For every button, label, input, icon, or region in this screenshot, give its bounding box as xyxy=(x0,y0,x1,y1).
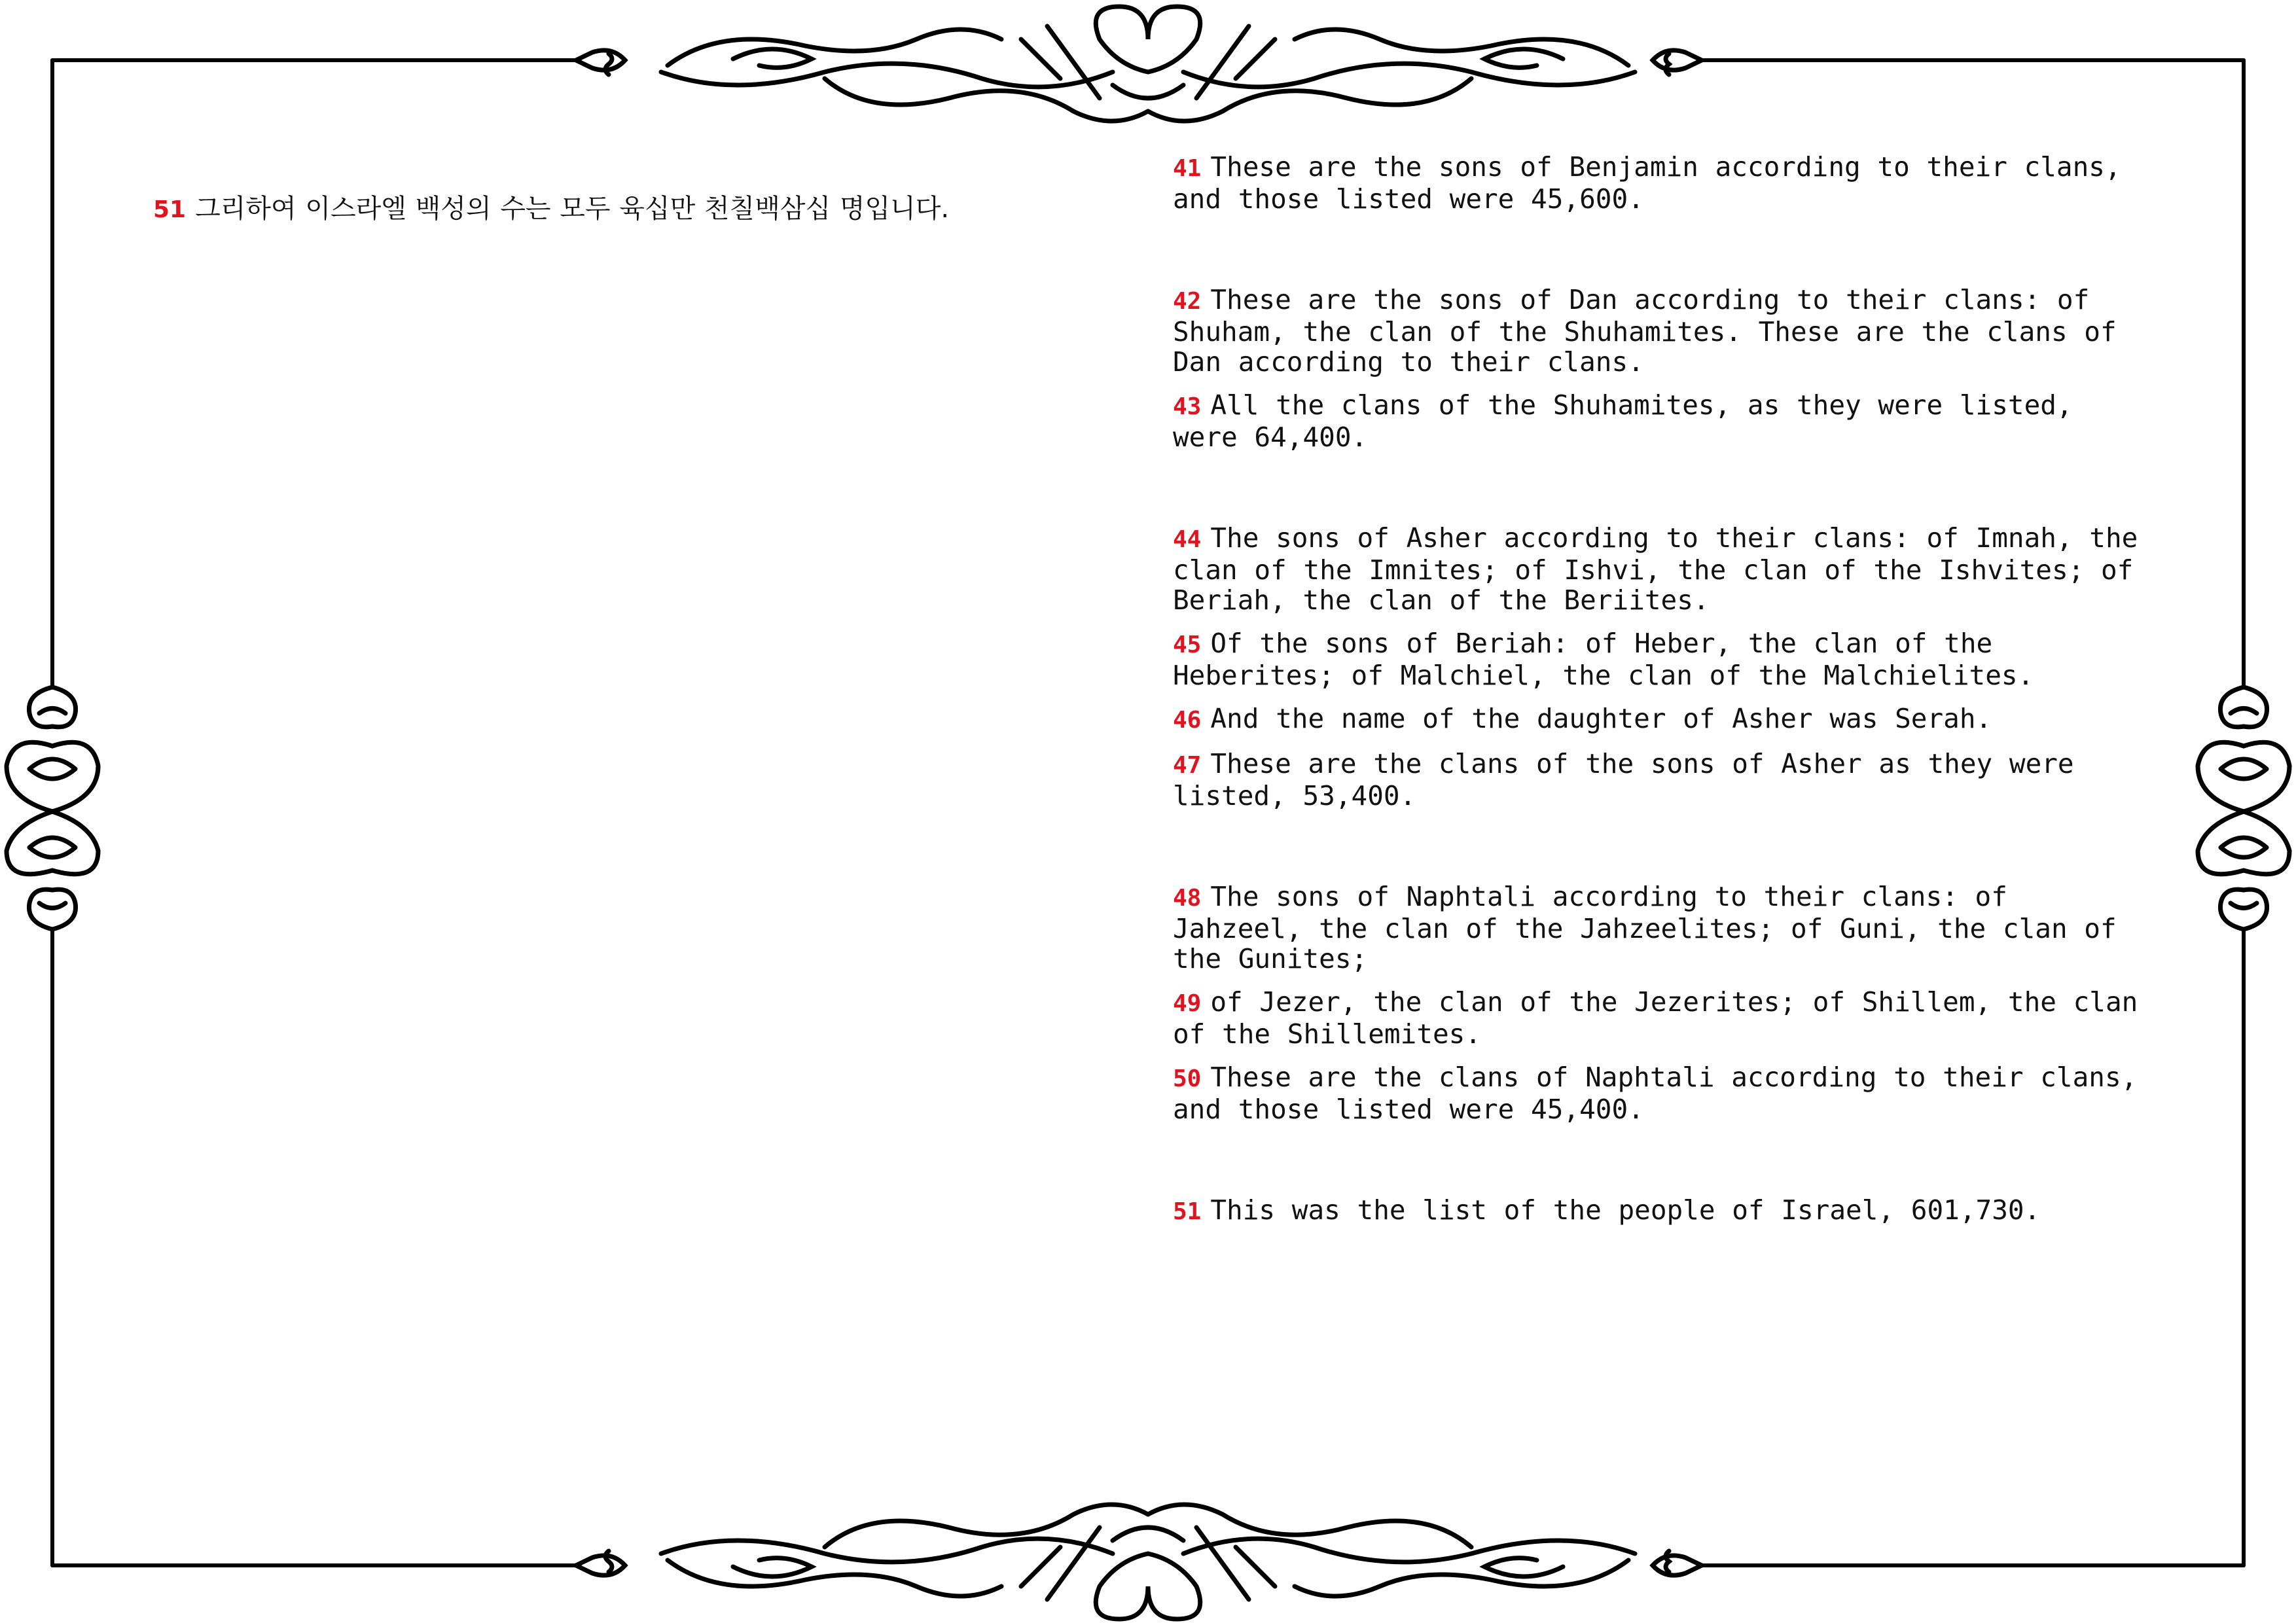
verse-46 xyxy=(1173,704,2148,736)
verse-text: These are the sons of Dan according to their clans: of Shuham, the clan of the Shuhamites. These are the clans of Dan according to their clans. xyxy=(1173,284,2117,378)
verse-number: 41 xyxy=(1173,155,1202,182)
verse-number: 48 xyxy=(1173,885,1202,912)
verse-42 xyxy=(1173,285,2148,377)
verse-number: 51 xyxy=(153,196,187,223)
verse-text: Of the sons of Beriah: of Heber, the clan of the Heberites; of Malchiel, the clan of the Malchielites. xyxy=(1173,628,2034,691)
verse-44 xyxy=(1173,523,2148,615)
paragraph-gap xyxy=(1173,824,2148,882)
verse-50 xyxy=(1173,1062,2148,1124)
verse-number: 43 xyxy=(1173,393,1202,420)
verse-43 xyxy=(1173,390,2148,452)
verse-text: These are the sons of Benjamin according to their clans, and those listed were 45,600. xyxy=(1173,151,2121,215)
verse-51-ko xyxy=(153,194,1083,225)
verse-49 xyxy=(1173,987,2148,1049)
paragraph-gap xyxy=(1173,1137,2148,1195)
verse-text: of Jezer, the clan of the Jezerites; of Shillem, the clan of the Shillemites. xyxy=(1173,986,2138,1050)
verse-number: 45 xyxy=(1173,632,1202,658)
verse-48 xyxy=(1173,882,2148,974)
verse-text: This was the list of the people of Israel, 601,730. xyxy=(1210,1194,2041,1226)
verse-text: These are the clans of Naphtali according to their clans, and those listed were 45,400. xyxy=(1173,1061,2138,1125)
verse-text: These are the clans of the sons of Asher as they were listed, 53,400. xyxy=(1173,748,2074,812)
verse-47 xyxy=(1173,749,2148,811)
verse-number: 46 xyxy=(1173,707,1202,734)
verse-number: 49 xyxy=(1173,990,1202,1017)
verse-number: 50 xyxy=(1173,1065,1202,1092)
verse-text: All the clans of the Shuhamites, as they were listed, were 64,400. xyxy=(1173,389,2073,453)
verse-text: The sons of Asher according to their clans: of Imnah, the clan of the Imnites; of Ishvi, the clan of the Ishvites; of Beriah, the clan of the Beriites. xyxy=(1173,522,2138,616)
verse-51 xyxy=(1173,1195,2148,1227)
verse-number: 42 xyxy=(1173,288,1202,315)
paragraph-gap xyxy=(1173,465,2148,523)
top-ornament xyxy=(576,7,1702,121)
verse-text: And the name of the daughter of Asher was Serah. xyxy=(1210,703,1992,734)
verse-45 xyxy=(1173,628,2148,690)
verse-number: 44 xyxy=(1173,526,1202,553)
verse-text: 그리하여 이스라엘 백성의 수는 모두 육십만 천칠백삼십 명입니다. xyxy=(195,194,950,224)
korean-text-column xyxy=(153,194,1083,238)
english-text-column xyxy=(1173,152,2148,1240)
left-side-ornament xyxy=(7,687,98,929)
verse-number: 51 xyxy=(1173,1198,1202,1225)
verse-41 xyxy=(1173,152,2148,214)
paragraph-gap xyxy=(1173,227,2148,285)
verse-text: The sons of Naphtali according to their clans: of Jahzeel, the clan of the Jahzeelites; of Guni, the clan of the Gunites; xyxy=(1173,881,2117,974)
right-side-ornament xyxy=(2198,687,2289,929)
verse-number: 47 xyxy=(1173,752,1202,779)
bottom-ornament xyxy=(576,1505,1702,1619)
